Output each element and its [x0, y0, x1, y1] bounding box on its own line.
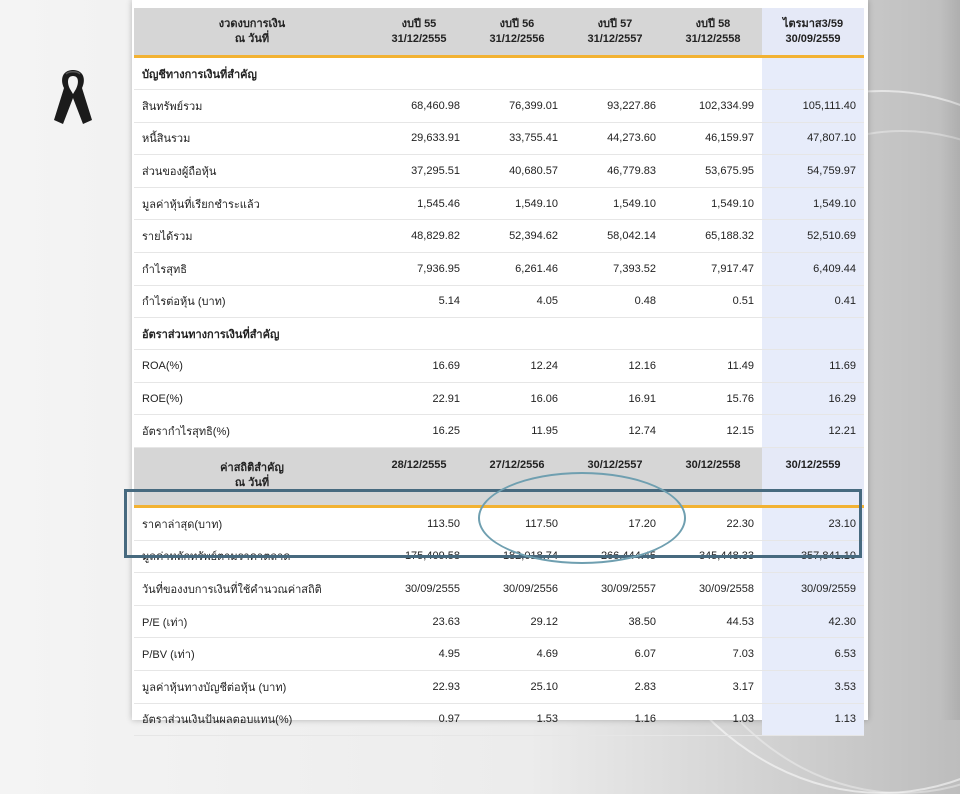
- value-cell: 58,042.14: [566, 220, 664, 253]
- section-title: บัญชีทางการเงินที่สำคัญ: [134, 57, 762, 90]
- row-label: P/BV (เท่า): [134, 638, 370, 671]
- value-cell: 0.41: [762, 285, 864, 318]
- value-cell: 4.05: [468, 285, 566, 318]
- value-cell: 54,759.97: [762, 155, 864, 188]
- value-cell: 102,334.99: [664, 90, 762, 123]
- slide-edge-shade: [940, 0, 960, 720]
- table-row: [134, 703, 864, 736]
- row-label: ROA(%): [134, 350, 370, 383]
- value-cell: 175,409.58: [370, 540, 468, 573]
- value-cell: 30/09/2558: [664, 573, 762, 606]
- value-cell: 0.51: [664, 285, 762, 318]
- header-period-text: 31/12/2558: [685, 32, 741, 45]
- table-row: [134, 187, 864, 220]
- header-period-cell: [370, 8, 468, 57]
- value-cell: 16.91: [566, 382, 664, 415]
- value-cell: 16.25: [370, 415, 468, 448]
- header-period-cell: [566, 8, 664, 57]
- row-label: อัตราส่วนเงินปันผลตอบแทน(%): [134, 703, 370, 736]
- value-cell: 4.95: [370, 638, 468, 671]
- header-period-text: 31/12/2557: [587, 32, 643, 45]
- value-cell: 22.93: [370, 670, 468, 703]
- value-cell: 16.29: [762, 382, 864, 415]
- value-cell: 12.74: [566, 415, 664, 448]
- value-cell: 0.48: [566, 285, 664, 318]
- value-cell: 30/09/2556: [468, 573, 566, 606]
- value-cell: 266,444.45: [566, 540, 664, 573]
- financial-table-card: [132, 0, 868, 727]
- value-cell: 1,549.10: [762, 187, 864, 220]
- value-cell: 23.63: [370, 605, 468, 638]
- value-cell: 11.95: [468, 415, 566, 448]
- value-cell: 16.69: [370, 350, 468, 383]
- header-period-text: งบปี 57: [597, 17, 633, 30]
- row-label: มูลค่าหลักทรัพย์ตามราคาตลาด: [134, 540, 370, 573]
- value-cell: 22.30: [664, 506, 762, 540]
- header-period-text: ไตรมาส3/59: [782, 17, 844, 30]
- header-period-cell: [664, 8, 762, 57]
- value-cell: 29.12: [468, 605, 566, 638]
- value-cell: 12.21: [762, 415, 864, 448]
- value-cell: 47,807.10: [762, 122, 864, 155]
- value-cell: 23.10: [762, 506, 864, 540]
- row-label: กำไรต่อหุ้น (บาท): [134, 285, 370, 318]
- value-cell: 12.15: [664, 415, 762, 448]
- value-cell: 1,549.10: [664, 187, 762, 220]
- header-period-text: งบปี 55: [401, 17, 437, 30]
- header-period-text: งบปี 58: [695, 17, 731, 30]
- value-cell: 345,448.33: [664, 540, 762, 573]
- mourning-ribbon-icon: [52, 66, 94, 128]
- value-cell: 40,680.57: [468, 155, 566, 188]
- header-label-line1: งวดงบการเงิน: [218, 17, 286, 30]
- row-label: มูลค่าหุ้นทางบัญชีต่อหุ้น (บาท): [134, 670, 370, 703]
- highlight-cell: [762, 57, 864, 90]
- value-cell: 1,545.46: [370, 187, 468, 220]
- header-period-cell: [468, 8, 566, 57]
- table-row: [134, 670, 864, 703]
- value-cell: 105,111.40: [762, 90, 864, 123]
- value-cell: 357,841.10: [762, 540, 864, 573]
- row-label: หนี้สินรวม: [134, 122, 370, 155]
- value-cell: 117.50: [468, 506, 566, 540]
- value-cell: 17.20: [566, 506, 664, 540]
- value-cell: 1.03: [664, 703, 762, 736]
- value-cell: 46,159.97: [664, 122, 762, 155]
- value-cell: 6,261.46: [468, 252, 566, 285]
- value-cell: 11.49: [664, 350, 762, 383]
- table-row: [134, 285, 864, 318]
- header-period-text: 30/09/2559: [785, 32, 841, 45]
- row-label: อัตรากำไรสุทธิ(%): [134, 415, 370, 448]
- row-label: กำไรสุทธิ: [134, 252, 370, 285]
- value-cell: 15.76: [664, 382, 762, 415]
- value-cell: 53,675.95: [664, 155, 762, 188]
- table-row: [134, 252, 864, 285]
- section-title: อัตราส่วนทางการเงินที่สำคัญ: [134, 318, 762, 350]
- header-period-text: งบปี 56: [499, 17, 535, 30]
- section-title-row: [134, 318, 864, 350]
- value-cell: 30/09/2555: [370, 573, 468, 606]
- value-cell: 182,018.74: [468, 540, 566, 573]
- row-label: รายได้รวม: [134, 220, 370, 253]
- header-period-text: 30/12/2558: [685, 458, 741, 471]
- value-cell: 6.07: [566, 638, 664, 671]
- value-cell: 68,460.98: [370, 90, 468, 123]
- value-cell: 7.03: [664, 638, 762, 671]
- table-row: [134, 155, 864, 188]
- header-label-line1: ค่าสถิติสำคัญ: [220, 462, 284, 475]
- value-cell: 65,188.32: [664, 220, 762, 253]
- value-cell: 3.53: [762, 670, 864, 703]
- value-cell: 6,409.44: [762, 252, 864, 285]
- highlight-cell: [762, 318, 864, 350]
- table-row: [134, 605, 864, 638]
- value-cell: 76,399.01: [468, 90, 566, 123]
- table-row: [134, 220, 864, 253]
- row-label: ROE(%): [134, 382, 370, 415]
- header-period-text: 30/12/2557: [587, 458, 643, 471]
- value-cell: 30/09/2557: [566, 573, 664, 606]
- value-cell: 25.10: [468, 670, 566, 703]
- highlight-oval: [478, 472, 686, 564]
- value-cell: 1,549.10: [566, 187, 664, 220]
- row-label: วันที่ของงบการเงินที่ใช้คำนวณค่าสถิติ: [134, 573, 370, 606]
- header-period-text: 31/12/2556: [489, 32, 545, 45]
- header-label-line2: ณ วันที่: [234, 32, 270, 45]
- header-period-text: 31/12/2555: [391, 32, 447, 45]
- value-cell: 113.50: [370, 506, 468, 540]
- value-cell: 22.91: [370, 382, 468, 415]
- value-cell: 1.16: [566, 703, 664, 736]
- value-cell: 7,936.95: [370, 252, 468, 285]
- header-period-cell: [762, 8, 864, 57]
- row-label: ราคาล่าสุด(บาท): [134, 506, 370, 540]
- table-row: [134, 350, 864, 383]
- table-row: [134, 382, 864, 415]
- value-cell: 30/09/2559: [762, 573, 864, 606]
- value-cell: 0.97: [370, 703, 468, 736]
- value-cell: 1.53: [468, 703, 566, 736]
- row-label: ส่วนของผู้ถือหุ้น: [134, 155, 370, 188]
- value-cell: 11.69: [762, 350, 864, 383]
- row-label: สินทรัพย์รวม: [134, 90, 370, 123]
- value-cell: 7,917.47: [664, 252, 762, 285]
- value-cell: 12.16: [566, 350, 664, 383]
- table-row: [134, 573, 864, 606]
- table-row: [134, 90, 864, 123]
- value-cell: 3.17: [664, 670, 762, 703]
- value-cell: 5.14: [370, 285, 468, 318]
- value-cell: 2.83: [566, 670, 664, 703]
- value-cell: 33,755.41: [468, 122, 566, 155]
- value-cell: 44.53: [664, 605, 762, 638]
- value-cell: 52,394.62: [468, 220, 566, 253]
- header-period-text: 30/12/2559: [785, 458, 841, 471]
- value-cell: 46,779.83: [566, 155, 664, 188]
- header-label-cell: [134, 8, 370, 57]
- value-cell: 37,295.51: [370, 155, 468, 188]
- header-period-text: 28/12/2555: [391, 458, 447, 471]
- value-cell: 1.13: [762, 703, 864, 736]
- value-cell: 4.69: [468, 638, 566, 671]
- value-cell: 7,393.52: [566, 252, 664, 285]
- value-cell: 93,227.86: [566, 90, 664, 123]
- value-cell: 12.24: [468, 350, 566, 383]
- table-header-row: [134, 8, 864, 57]
- financial-summary-table: [134, 8, 864, 736]
- value-cell: 44,273.60: [566, 122, 664, 155]
- section-title-row: [134, 57, 864, 90]
- header-period-text: 27/12/2556: [489, 458, 545, 471]
- header-label-line2: ณ วันที่: [234, 477, 270, 490]
- table-row: [134, 415, 864, 448]
- table-row: [134, 638, 864, 671]
- value-cell: 16.06: [468, 382, 566, 415]
- value-cell: 38.50: [566, 605, 664, 638]
- row-label: P/E (เท่า): [134, 605, 370, 638]
- value-cell: 42.30: [762, 605, 864, 638]
- row-label: มูลค่าหุ้นที่เรียกชำระแล้ว: [134, 187, 370, 220]
- value-cell: 1,549.10: [468, 187, 566, 220]
- value-cell: 6.53: [762, 638, 864, 671]
- value-cell: 48,829.82: [370, 220, 468, 253]
- table-row: [134, 122, 864, 155]
- value-cell: 52,510.69: [762, 220, 864, 253]
- value-cell: 29,633.91: [370, 122, 468, 155]
